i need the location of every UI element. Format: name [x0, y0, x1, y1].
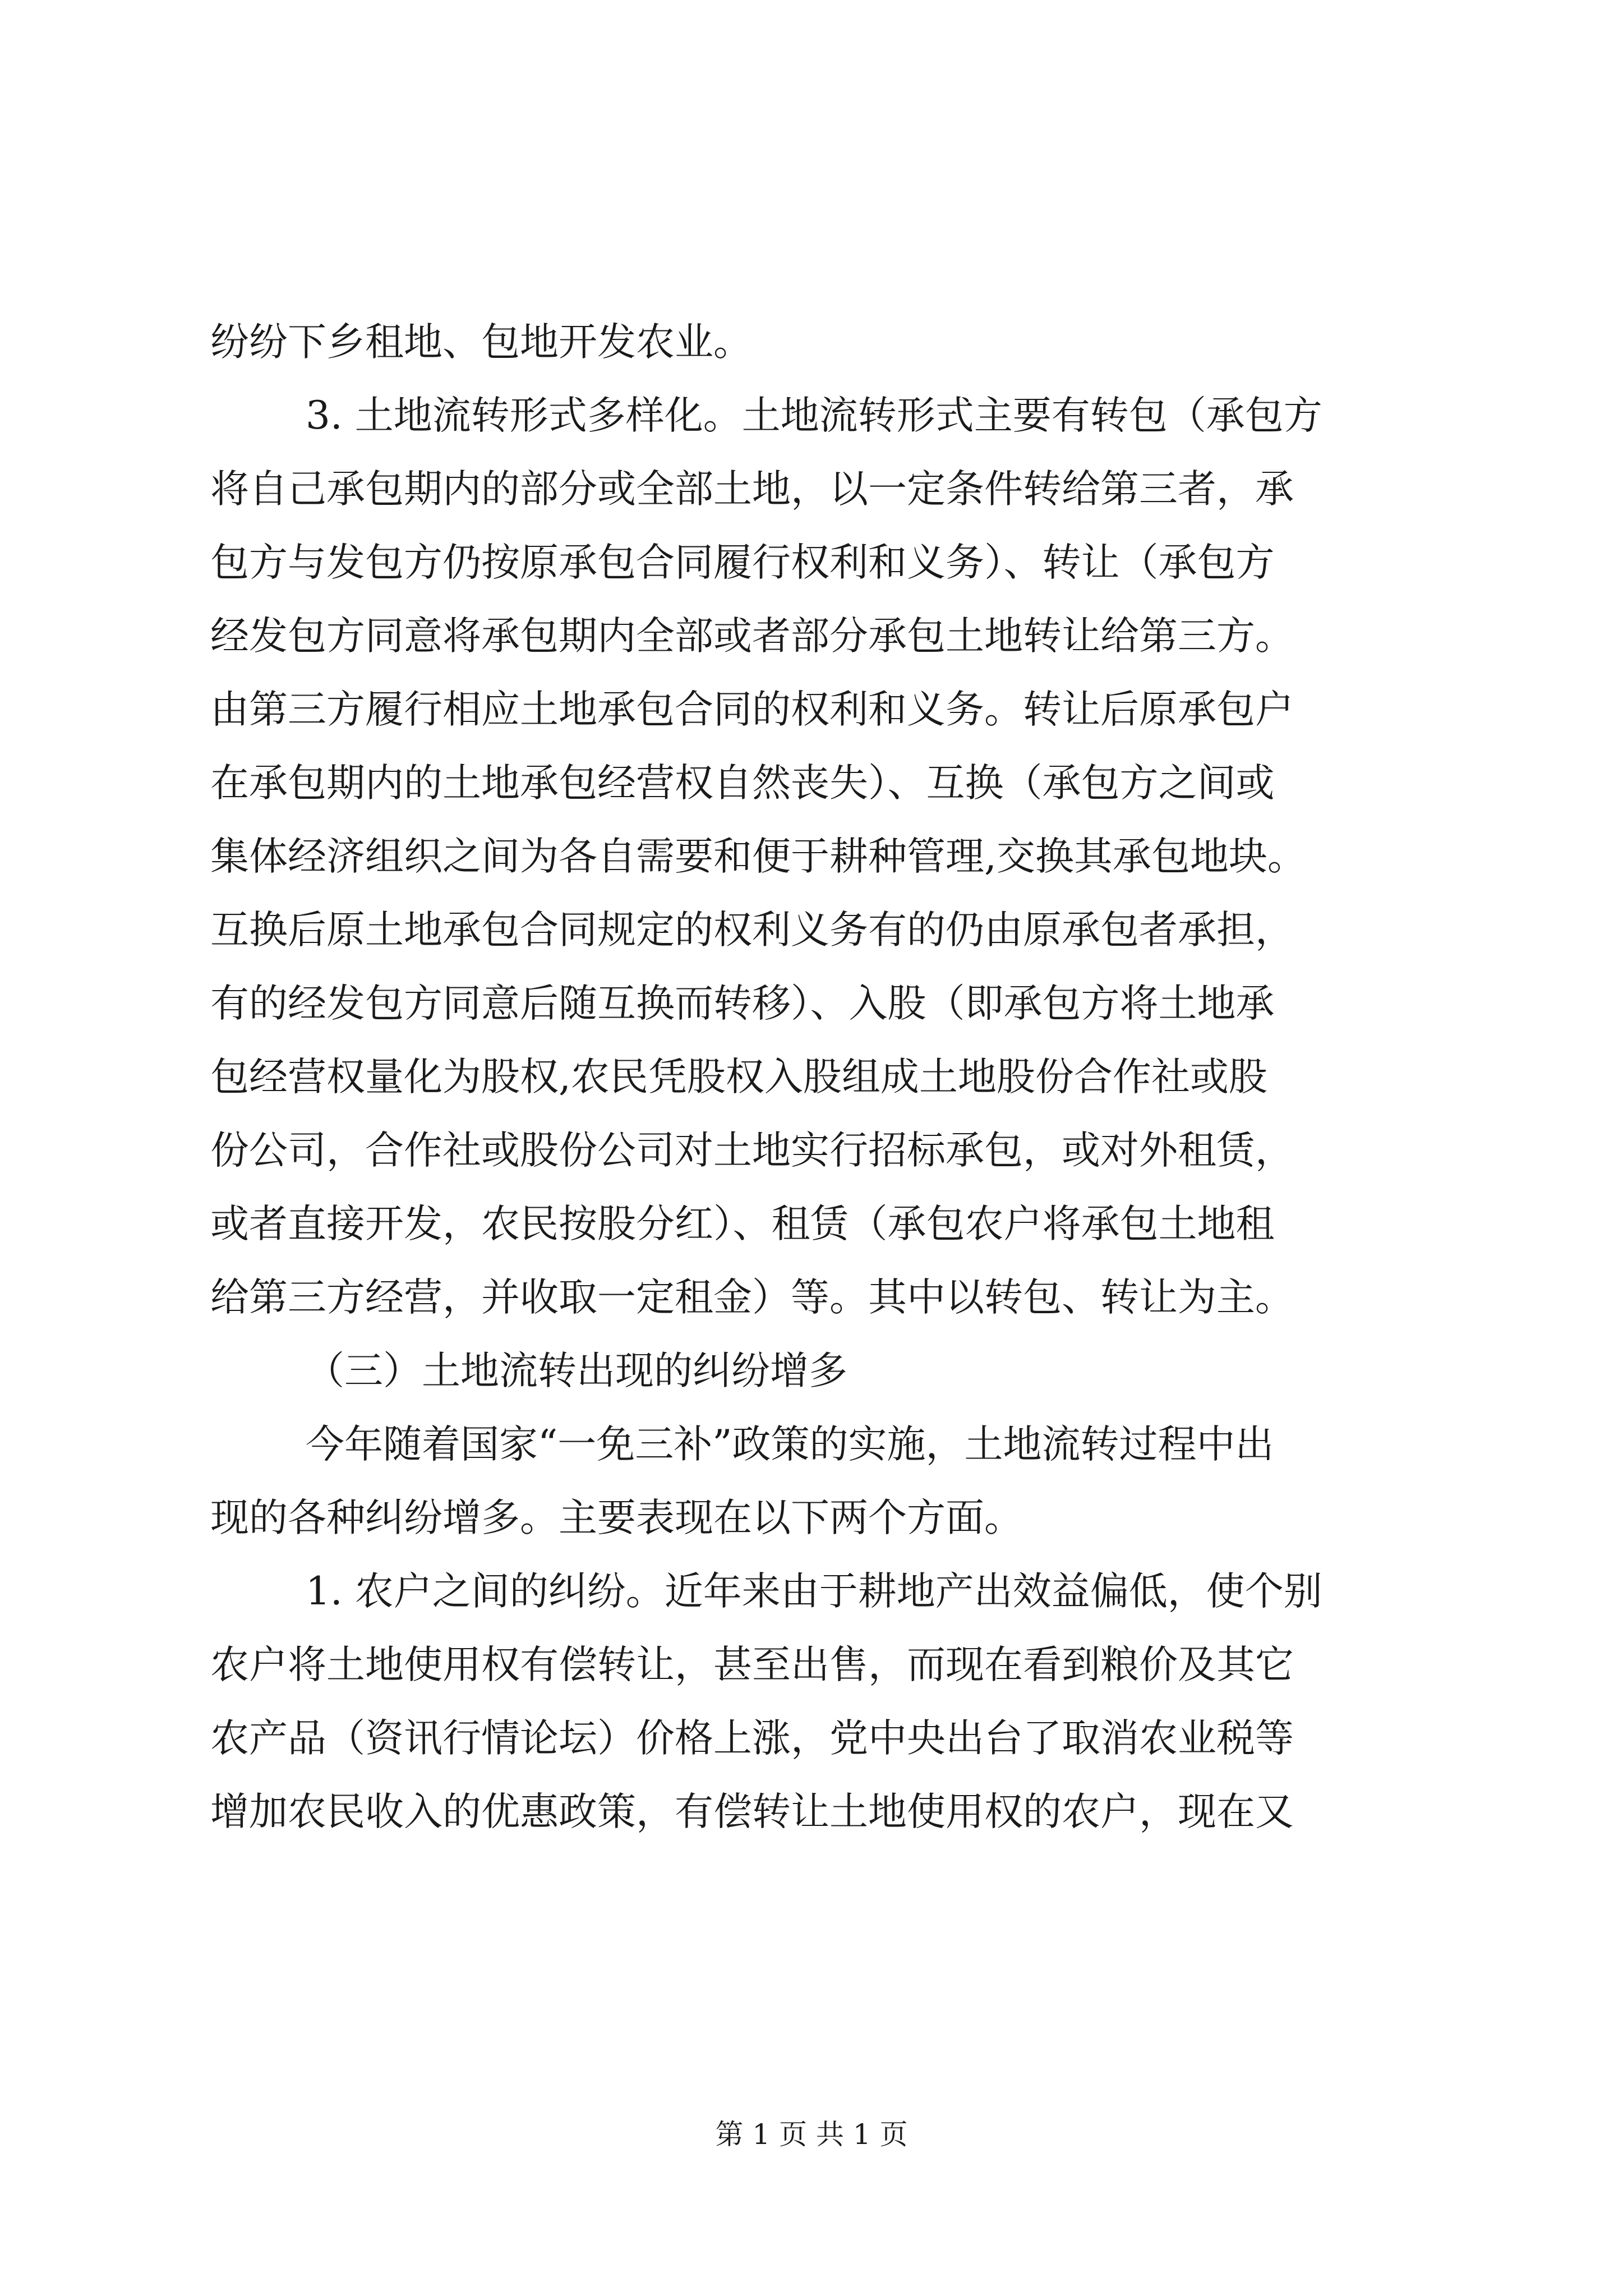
text-line-12: 份公司，合作社或股份公司对土地实行招标承包，或对外租赁， [210, 1128, 1294, 1173]
text-line-2: 3. 土地流转形式多样化。土地流转形式主要有转包（承包方 [306, 393, 1322, 438]
text-line-1: 纷纷下乡租地、包地开发农业。 [210, 320, 752, 365]
text-line-5: 经发包方同意将承包期内全部或者部分承包土地转让给第三方。 [210, 614, 1294, 659]
text-line-13: 或者直接开发，农民按股分红）、租赁（承包农户将承包土地租 [210, 1202, 1275, 1246]
text-line-10: 有的经发包方同意后随互换而转移）、入股（即承包方将土地承 [210, 981, 1275, 1026]
text-line-18: 1. 农户之间的纠纷。近年来由于耕地产出效益偏低，使个别 [306, 1569, 1322, 1614]
text-line-21: 增加农民收入的优惠政策，有偿转让土地使用权的农户，现在又 [210, 1789, 1294, 1834]
section-heading: （三）土地流转出现的纠纷增多 [306, 1349, 847, 1393]
text-line-3: 将自己承包期内的部分或全部土地，以一定条件转给第三者，承 [210, 467, 1294, 512]
text-line-4: 包方与发包方仍按原承包合同履行权利和义务）、转让（承包方 [210, 540, 1275, 585]
text-line-11: 包经营权量化为股权,农民凭股权入股组成土地股份合作社或股 [210, 1055, 1267, 1099]
text-line-7: 在承包期内的土地承包经营权自然丧失）、互换（承包方之间或 [210, 761, 1275, 806]
text-line-19: 农户将土地使用权有偿转让，甚至出售，而现在看到粮价及其它 [210, 1642, 1294, 1687]
text-line-16: 今年随着国家“一免三补”政策的实施，土地流转过程中出 [306, 1422, 1274, 1467]
text-line-6: 由第三方履行相应土地承包合同的权利和义务。转让后原承包户 [210, 687, 1294, 732]
text-line-9: 互换后原土地承包合同规定的权利义务有的仍由原承包者承担， [210, 908, 1294, 953]
text-line-14: 给第三方经营，并收取一定租金）等。其中以转包、转让为主。 [210, 1275, 1294, 1320]
page-footer: 第 1 页 共 1 页 [715, 2118, 908, 2151]
text-line-17: 现的各种纠纷增多。主要表现在以下两个方面。 [210, 1496, 1023, 1540]
text-line-8: 集体经济组织之间为各自需要和便于耕种管理,交换其承包地块。 [210, 834, 1306, 879]
text-line-20: 农产品（资讯行情论坛）价格上涨，党中央出台了取消农业税等 [210, 1716, 1294, 1761]
